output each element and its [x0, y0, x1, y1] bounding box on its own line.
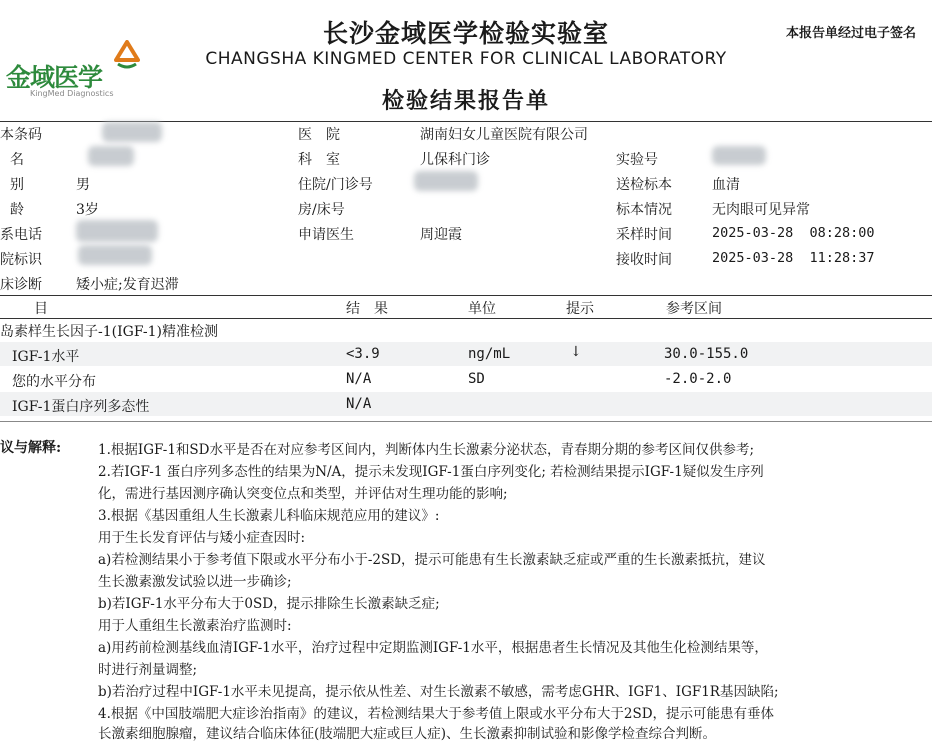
- condition-label: 标本情况: [616, 202, 672, 218]
- redacted-name: [88, 146, 134, 166]
- redacted-inpatient: [414, 171, 478, 191]
- suggestion-line: 化，需进行基因测序确认突变位点和类型，并评估对生理功能的影响;: [98, 486, 508, 502]
- suggestion-line: 2.若IGF-1 蛋白序列多态性的结果为N/A，提示未发现IGF-1蛋白序列变化; 若检测结果提示IGF-1疑似发生序列: [98, 464, 764, 480]
- row-unit: ng/mL: [468, 346, 511, 362]
- receive-time-label: 接收时间: [616, 252, 672, 268]
- row-item: IGF-1水平: [12, 349, 80, 365]
- gender-value: 男: [76, 177, 90, 193]
- redacted-sample-code: [102, 122, 162, 142]
- row-unit: SD: [468, 371, 485, 387]
- esign-note: 本报告单经过电子签名: [786, 26, 917, 41]
- suggestion-line: 生长激素激发试验以进一步确诊;: [98, 574, 292, 590]
- lab-no-label: 实验号: [616, 152, 658, 168]
- logo-subtitle: KingMed Diagnostics: [30, 89, 114, 98]
- age-value: 3岁: [76, 202, 99, 218]
- row-reference: -2.0-2.0: [664, 371, 732, 387]
- suggestion-line: 用于人重组生长激素治疗监测时:: [98, 618, 292, 634]
- suggestion-line: 4.根据《中国肢端肥大症诊治指南》的建议，若检测结果大于参考值上限或水平分布大于2SD，提示可能患有垂体: [98, 706, 775, 722]
- redacted-mark: [78, 245, 152, 265]
- collect-time-value: 2025-03-28 08:28:00: [712, 225, 875, 241]
- suggestions-label: 议与解释:: [0, 440, 62, 456]
- gender-label: 别: [10, 177, 24, 193]
- col-item-header: 目: [34, 301, 48, 317]
- specimen-value: 血清: [712, 177, 740, 193]
- doctor-label: 申请医生: [298, 227, 354, 243]
- table-row-bg: [0, 342, 932, 366]
- receive-time-value: 2025-03-28 11:28:37: [712, 250, 875, 266]
- logo-mark-icon: [114, 40, 140, 70]
- doctor-value: 周迎霞: [420, 227, 462, 243]
- col-flag-header: 提示: [566, 301, 594, 317]
- sample-code-label: 本条码: [0, 127, 42, 143]
- row-item: 您的水平分布: [12, 374, 96, 390]
- col-result-header: 结 果: [346, 301, 388, 317]
- hospital-label: 医 院: [298, 127, 340, 143]
- collect-time-label: 采样时间: [616, 227, 672, 243]
- specimen-label: 送检标本: [616, 177, 672, 193]
- condition-value: 无肉眼可见异常: [712, 202, 810, 218]
- col-reference-header: 参考区间: [666, 301, 722, 317]
- suggestion-line: b)若治疗过程中IGF-1水平未见提高，提示依从性差、对生长激素不敏感，需考虑GHR、IGF1、IGF1R基因缺陷;: [98, 684, 779, 700]
- suggestion-line: 时进行剂量调整;: [98, 662, 198, 678]
- mark-label: 院标识: [0, 252, 42, 268]
- phone-label: 系电话: [0, 227, 42, 243]
- name-label: 名: [10, 152, 24, 168]
- col-unit-header: 单位: [468, 301, 496, 317]
- inpatient-label: 住院/门诊号: [298, 177, 373, 193]
- lab-title-cn: 长沙金域医学检验实验室: [322, 19, 609, 48]
- suggestion-line: 长激素细胞腺瘤，建议结合临床体征(肢端肥大症或巨人症)、生长激素抑制试验和影像学检查综合判断。: [98, 726, 717, 742]
- row-flag-down-arrow-icon: ↓: [570, 344, 582, 360]
- row-result: <3.9: [346, 346, 380, 362]
- suggestion-line: b)若IGF-1水平分布大于0SD，提示排除生长激素缺乏症;: [98, 596, 440, 612]
- table-bottom-divider: [0, 421, 932, 422]
- logo-text: 金域医学: [6, 63, 103, 92]
- dept-label: 科 室: [298, 152, 340, 168]
- dept-value: 儿保科门诊: [420, 152, 490, 168]
- info-divider: [0, 295, 932, 296]
- row-reference: 30.0-155.0: [664, 346, 749, 362]
- lab-title-en: CHANGSHA KINGMED CENTER FOR CLINICAL LABORATORY: [205, 49, 727, 69]
- redacted-lab-no: [712, 146, 766, 165]
- report-title: 检验结果报告单: [381, 88, 550, 114]
- section-title: 岛素样生长因子-1(IGF-1)精准检测: [0, 324, 218, 340]
- diagnosis-value: 矮小症;发育迟滞: [76, 277, 179, 293]
- row-item: IGF-1蛋白序列多态性: [12, 399, 150, 415]
- suggestion-line: a)用药前检测基线血清IGF-1水平，治疗过程中定期监测IGF-1水平，根据患者生长情况及其他生化检测结果等，: [98, 640, 768, 656]
- suggestion-line: 1.根据IGF-1和SD水平是否在对应参考区间内，判断体内生长激素分泌状态，青春期分期的参考区间仅供参考;: [98, 442, 755, 458]
- age-label: 龄: [10, 202, 24, 218]
- bed-label: 房/床号: [298, 202, 345, 218]
- row-result: N/A: [346, 396, 372, 412]
- hospital-value: 湖南妇女儿童医院有限公司: [420, 127, 588, 143]
- suggestion-line: 3.根据《基因重组人生长激素儿科临床规范应用的建议》:: [98, 508, 440, 524]
- diagnosis-label: 床诊断: [0, 277, 42, 293]
- suggestion-line: 用于生长发育评估与矮小症查因时:: [98, 530, 306, 546]
- suggestion-line: a)若检测结果小于参考值下限或水平分布小于-2SD，提示可能患有生长激素缺乏症或严重的生长激素抵抗，建议: [98, 552, 766, 568]
- redacted-phone: [76, 220, 158, 242]
- row-result: N/A: [346, 371, 372, 387]
- table-header-divider: [0, 318, 932, 319]
